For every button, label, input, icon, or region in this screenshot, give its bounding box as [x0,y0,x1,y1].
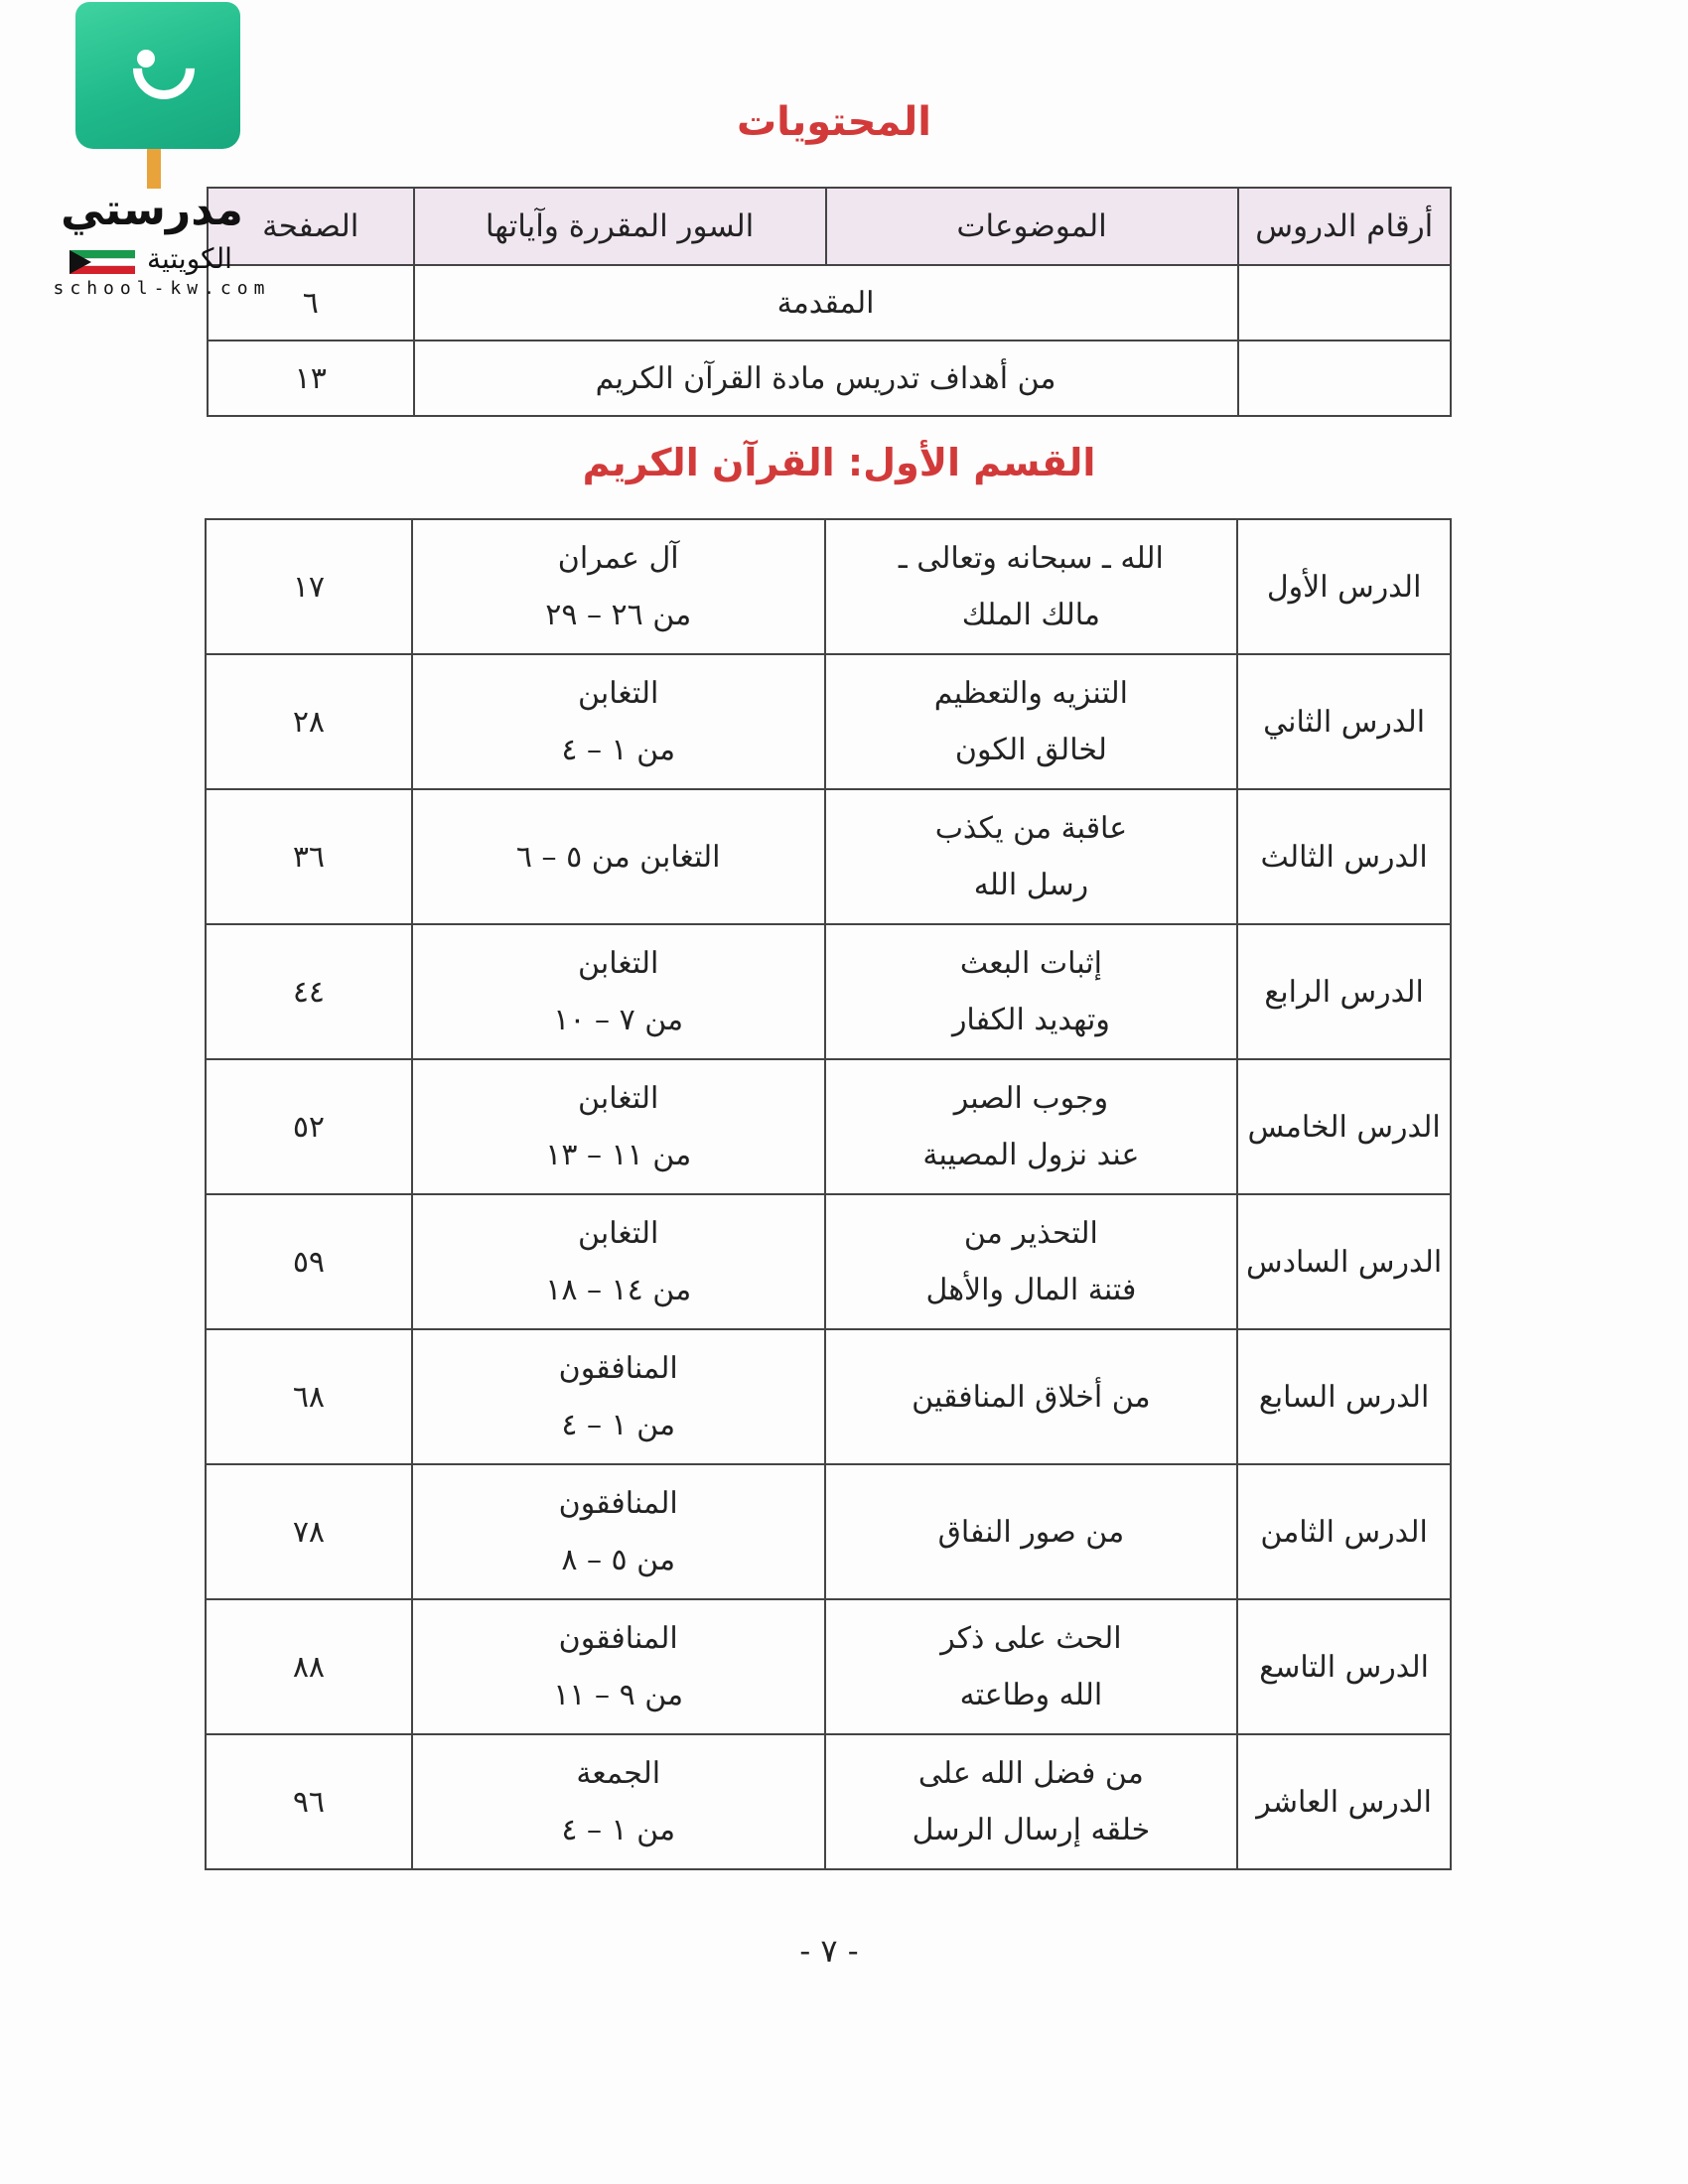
topic-line: عاقبة من يكذب [934,811,1128,846]
table-row [208,341,1451,416]
topic-line: عند نزول المصيبة [922,1138,1140,1172]
table-row [206,519,1451,654]
lesson-topic [825,654,1238,789]
lesson-surah [412,519,825,654]
lessons-table [205,518,1452,1870]
topic-line: رسل الله [973,868,1089,902]
surah-line: من ٥ – ٨ [561,1543,676,1577]
lesson-name: الدرس العاشر [1237,1734,1451,1869]
lesson-name: الدرس الأول [1237,519,1451,654]
surah-line: من ٩ – ١١ [553,1678,684,1712]
surah-line: آل عمران [557,541,679,576]
lesson-surah [412,1599,825,1734]
surah-line: من ١ – ٤ [561,1408,676,1442]
topic-line: فتنة المال والأهل [925,1273,1137,1307]
lesson-topic [825,519,1238,654]
lesson-surah [412,924,825,1059]
header-topics: الموضوعات [826,188,1238,265]
lesson-name: الدرس التاسع [1237,1599,1451,1734]
logo-url: school-kw.com [53,278,271,299]
table-header-row [208,188,1451,265]
topic-line: وتهديد الكفار [951,1003,1110,1037]
surah-line: التغابن من ٥ – ٦ [515,839,721,875]
lesson-page: ٣٦ [206,789,412,924]
topic-line: التحذير من [963,1216,1098,1251]
lesson-surah [412,1329,825,1464]
surah-line: التغابن [578,676,659,711]
topic-line: من أخلاق المنافقين [912,1379,1151,1415]
lesson-topic [825,1059,1238,1194]
logo-name: مدرستي [61,185,243,235]
table-row [208,265,1451,341]
intro-table [207,187,1452,417]
header-page: الصفحة [208,188,414,265]
table-row [206,924,1451,1059]
lesson-surah [412,1194,825,1329]
intro-page: ٦ [208,265,414,341]
lesson-name: الدرس الثاني [1237,654,1451,789]
topic-line: مالك الملك [961,598,1100,632]
table-row [206,1599,1451,1734]
table-row [206,789,1451,924]
topic-line: الله وطاعته [959,1678,1103,1712]
lesson-topic [825,924,1238,1059]
surah-line: المنافقون [558,1351,678,1386]
kuwait-flag-icon [70,250,135,274]
table-row [206,1059,1451,1194]
lesson-page: ٤٤ [206,924,412,1059]
surah-line: التغابن [578,1216,659,1251]
surah-line: من ٢٦ – ٢٩ [545,598,692,632]
lesson-surah [412,1059,825,1194]
topic-line: من صور النفاق [937,1514,1125,1550]
lesson-name: الدرس الثالث [1237,789,1451,924]
lesson-page: ١٧ [206,519,412,654]
lesson-page: ٥٩ [206,1194,412,1329]
section-title: القسم الأول: القرآن الكريم [582,441,1096,484]
topic-line: من فضل الله على [917,1756,1144,1791]
lesson-topic [825,1194,1238,1329]
header-surahs: السور المقررة وآياتها [414,188,826,265]
page-number: - ٧ - [799,1932,859,1970]
lesson-topic [825,1329,1238,1464]
lesson-name: الدرس السادس [1237,1194,1451,1329]
topic-line: التنزيه والتعظيم [933,676,1128,711]
surah-line: من ٧ – ١٠ [553,1003,684,1037]
surah-line: من ١١ – ١٣ [545,1138,692,1172]
surah-line: المنافقون [558,1621,678,1656]
surah-line: التغابن [578,1081,659,1116]
table-row [206,1329,1451,1464]
lesson-page: ٧٨ [206,1464,412,1599]
lesson-page: ٥٢ [206,1059,412,1194]
surah-line: من ١٤ – ١٨ [545,1273,692,1307]
topic-line: خلقه إرسال الرسل [912,1813,1151,1847]
lesson-page: ٦٨ [206,1329,412,1464]
table-row [206,1194,1451,1329]
lesson-topic [825,789,1238,924]
intro-text: المقدمة [414,265,1238,341]
logo-subtitle: الكويتية [147,242,232,275]
lesson-name: الدرس الرابع [1237,924,1451,1059]
surah-line: المنافقون [558,1486,678,1521]
table-row [206,1734,1451,1869]
surah-line: التغابن [578,946,659,981]
lesson-name: الدرس الخامس [1237,1059,1451,1194]
topic-line: لخالق الكون [954,733,1107,767]
surah-line: من ١ – ٤ [561,733,676,767]
topic-line: إثبات البعث [959,946,1102,981]
lesson-surah [412,789,825,924]
topic-line: وجوب الصبر [953,1081,1109,1116]
header-lesson-numbers: أرقام الدروس [1238,188,1451,265]
lesson-surah [412,1734,825,1869]
topic-line: الله ـ سبحانه وتعالى ـ [898,541,1164,576]
school-logo [18,0,306,298]
surah-line: من ١ – ٤ [561,1813,676,1847]
lesson-name: الدرس السابع [1237,1329,1451,1464]
surah-line: الجمعة [576,1756,661,1791]
lesson-surah [412,654,825,789]
lesson-page: ٢٨ [206,654,412,789]
intro-text: من أهداف تدريس مادة القرآن الكريم [414,341,1238,416]
lesson-topic [825,1734,1238,1869]
topic-line: الحث على ذكر [940,1621,1122,1656]
lesson-surah [412,1464,825,1599]
lesson-topic [825,1599,1238,1734]
lesson-name: الدرس الثامن [1237,1464,1451,1599]
page-title: المحتويات [736,99,931,145]
intro-page: ١٣ [208,341,414,416]
logo-icon [75,2,240,149]
lesson-topic [825,1464,1238,1599]
table-row [206,654,1451,789]
table-row [206,1464,1451,1599]
lesson-page: ٩٦ [206,1734,412,1869]
lesson-page: ٨٨ [206,1599,412,1734]
